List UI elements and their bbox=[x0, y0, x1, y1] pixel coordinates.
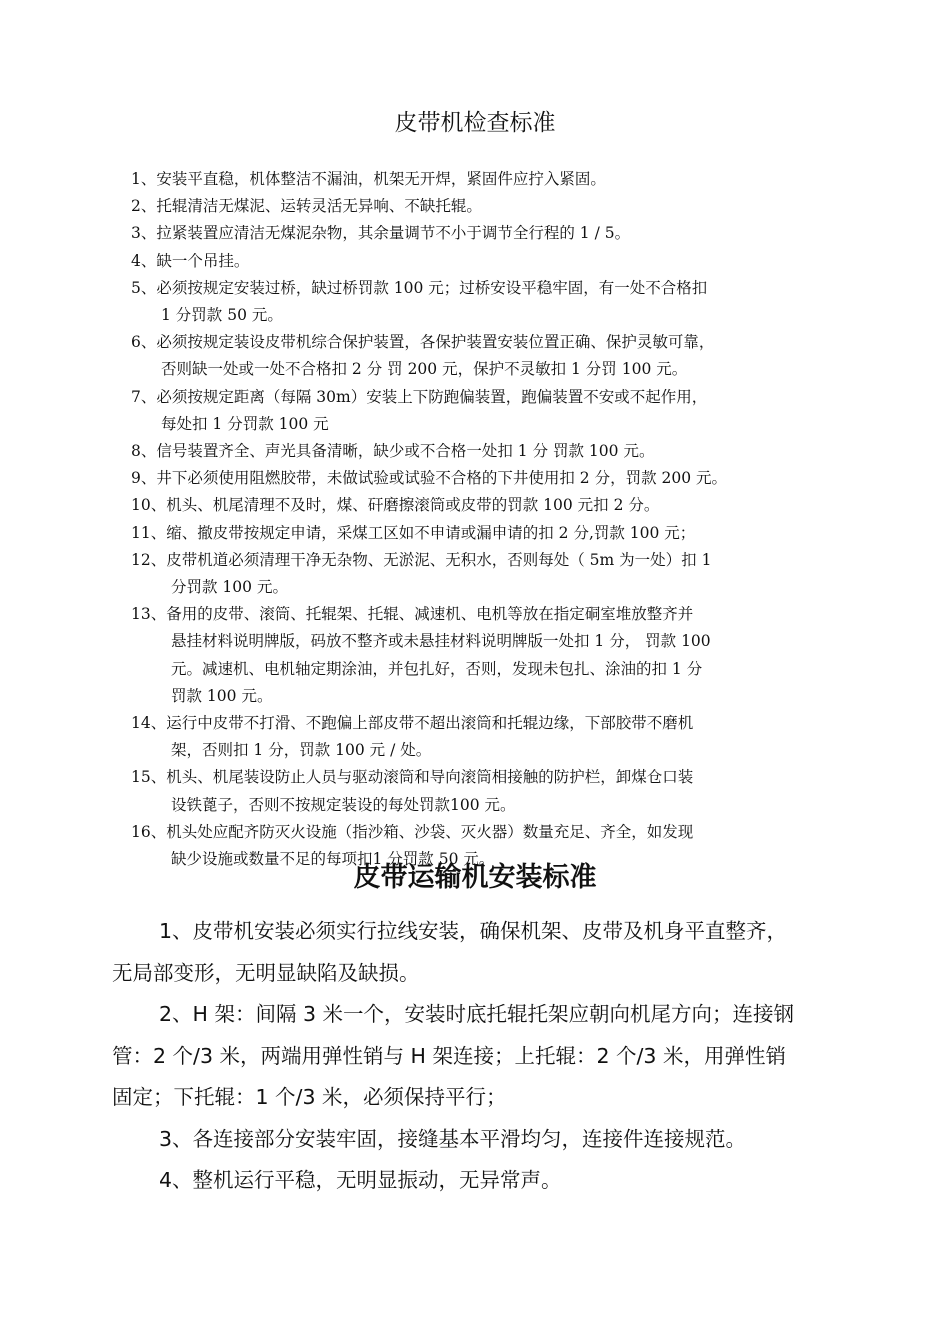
list-item-line: 4、缺一个吊挂。 bbox=[131, 251, 250, 270]
list-item-line: 10、机头、机尾清理不及时，煤、矸磨擦滚筒或皮带的罚款 100 元扣 2 分。 bbox=[131, 496, 660, 515]
installation-standard-title: 皮带运输机安装标准 bbox=[353, 862, 597, 893]
paragraph-line: 固定；下托辊：1 个/3 米，必须保持平行； bbox=[112, 1085, 507, 1109]
list-item bbox=[131, 438, 833, 465]
list-item-continuation: 否则缺一处或一处不合格扣 2 分 罚 200 元，保护不灵敏扣 1 分罚 100 元。 bbox=[161, 360, 688, 379]
list-item-line: 14、运行中皮带不打滑、不跑偏上部皮带不超出滚筒和托辊边缘，下部胶带不磨机 bbox=[131, 714, 694, 733]
list-item bbox=[131, 248, 833, 275]
list-item bbox=[131, 220, 833, 247]
inspection-standard-list bbox=[131, 166, 833, 873]
paragraph-line: 无局部变形，无明显缺陷及缺损。 bbox=[112, 960, 420, 985]
list-item bbox=[131, 547, 833, 601]
list-item-continuation: 每处扣 1 分罚款 100 元 bbox=[161, 414, 329, 433]
list-item bbox=[131, 465, 833, 492]
list-item-line: 16、机头处应配齐防灭火设施（指沙箱、沙袋、灭火器）数量充足、齐全，如发现 bbox=[131, 822, 694, 841]
list-item bbox=[131, 520, 833, 547]
inspection-standard-title: 皮带机检查标准 bbox=[394, 110, 556, 136]
list-item-line: 1、安装平直稳，机体整洁不漏油，机架无开焊，紧固件应拧入紧固。 bbox=[131, 170, 606, 188]
list-item-line: 15、机头、机尾装设防止人员与驱动滚筒和导向滚筒相接触的防护栏，卸煤仓口装 bbox=[131, 768, 694, 787]
list-item-continuation: 分罚款 100 元。 bbox=[171, 578, 288, 597]
list-item-line: 9、井下必须使用阻燃胶带，未做试验或试验不合格的下井使用扣 2 分，罚款 200 元。 bbox=[131, 469, 728, 488]
list-item-continuation: 元。减速机、电机轴定期涂油，并包扎好，否则，发现未包扎、涂油的扣 1 分 bbox=[171, 659, 703, 678]
list-item-continuation: 1 分罚款 50 元。 bbox=[161, 306, 283, 325]
paragraph-line: 1、皮带机安装必须实行拉线安装，确保机架、皮带及机身平直整齐， bbox=[159, 919, 788, 943]
list-item-line: 2、托辊清洁无煤泥、运转灵活无异响、不缺托辊。 bbox=[131, 197, 482, 216]
list-item-line: 7、必须按规定距离（每隔 30m）安装上下防跑偏装置，跑偏装置不安或不起作用， bbox=[131, 387, 708, 406]
list-item-line: 6、必须按规定装设皮带机综合保护装置，各保护装置安装位置正确、保护灵敏可靠， bbox=[131, 333, 715, 352]
list-item-continuation: 设铁蓖子，否则不按规定装设的每处罚款100 元。 bbox=[171, 795, 516, 814]
list-item bbox=[131, 492, 833, 519]
list-item bbox=[131, 764, 833, 818]
installation-standard-body bbox=[112, 911, 842, 1202]
list-item-line: 13、备用的皮带、滚筒、托辊架、托辊、减速机、电机等放在指定硐室堆放整齐并 bbox=[131, 605, 694, 624]
list-item-line: 8、信号装置齐全、声光具备清晰，缺少或不合格一处扣 1 分 罚款 100 元。 bbox=[131, 442, 655, 461]
list-item-continuation: 架，否则扣 1 分，罚款 100 元 / 处。 bbox=[171, 741, 432, 760]
list-item-continuation: 悬挂材料说明牌版，码放不整齐或未悬挂材料说明牌版一处扣 1 分， 罚款 100 bbox=[171, 632, 711, 651]
list-item bbox=[131, 275, 833, 329]
list-item-line: 12、皮带机道必须清理干净无杂物、无淤泥、无积水，否则每处（ 5m 为一处）扣 1 bbox=[131, 550, 712, 569]
paragraph-line: 4、整机运行平稳，无明显振动，无异常声。 bbox=[159, 1168, 562, 1192]
list-item bbox=[131, 384, 833, 438]
list-item-continuation: 缺少设施或数量不足的每项扣1 分罚款 50 元。 bbox=[171, 850, 495, 869]
list-item bbox=[131, 193, 833, 220]
list-item bbox=[131, 329, 833, 383]
list-item-line: 11、缩、撤皮带按规定申请，采煤工区如不申请或漏申请的扣 2 分,罚款 100 元； bbox=[131, 523, 696, 542]
list-item bbox=[131, 166, 833, 193]
paragraph-line: 3、各连接部分安装牢固，接缝基本平滑均匀，连接件连接规范。 bbox=[159, 1126, 747, 1151]
list-item bbox=[131, 710, 833, 764]
paragraph-line: 2、H 架：间隔 3 米一个，安装时底托辊托架应朝向机尾方向；连接钢 bbox=[159, 1002, 795, 1026]
list-item-line: 5、必须按规定安装过桥，缺过桥罚款 100 元；过桥安设平稳牢固，有一处不合格扣 bbox=[131, 278, 708, 297]
list-item-line: 3、拉紧装置应清洁无煤泥杂物，其余量调节不小于调节全行程的 1 / 5。 bbox=[131, 224, 631, 243]
list-item bbox=[131, 601, 833, 710]
paragraph-line: 管：2 个/3 米，两端用弹性销与 H 架连接；上托辊：2 个/3 米，用弹性销 bbox=[112, 1043, 786, 1068]
list-item-continuation: 罚款 100 元。 bbox=[171, 686, 273, 705]
